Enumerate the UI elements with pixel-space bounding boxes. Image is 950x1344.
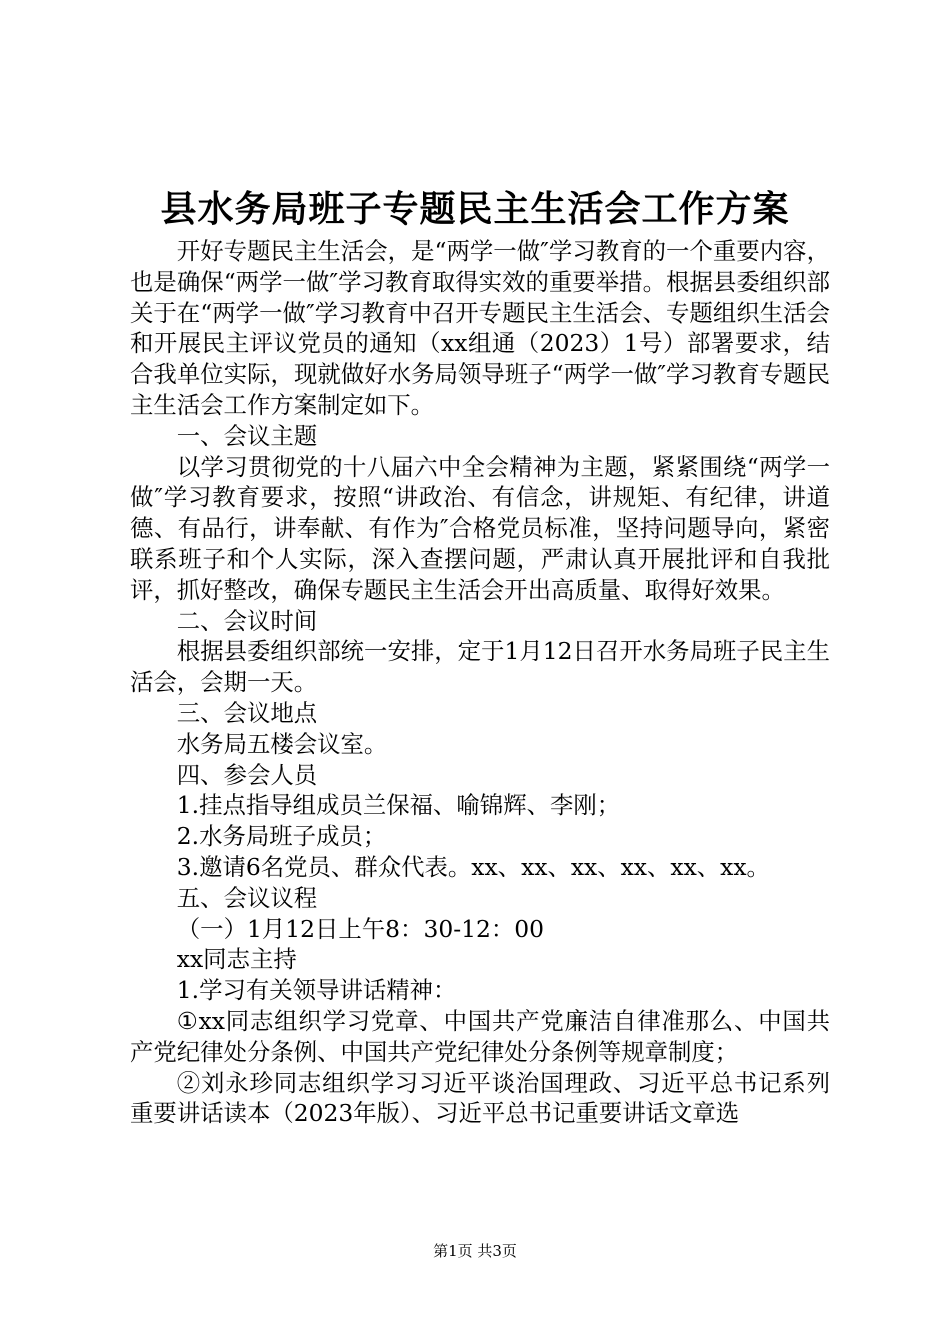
paragraph: 水务局五楼会议室。 xyxy=(176,729,388,758)
paragraph: 根据县委组织部统一安排，定于1月12日召开水务局班子民主生活会，会期一天。 xyxy=(130,637,830,697)
section-heading: 一、会议主题 xyxy=(176,421,318,450)
list-item: 1.学习有关领导讲话精神： xyxy=(176,976,457,1005)
paragraph: xx同志主持 xyxy=(176,945,297,974)
section-heading: 五、会议议程 xyxy=(176,883,318,912)
list-item: ②刘永珍同志组织学习习近平谈治国理政、习近平总书记系列重要讲话读本（2023年版）、习近平总书记重要讲话文章选 xyxy=(130,1068,830,1128)
document-title: 县水务局班子专题民主生活会工作方案 xyxy=(160,188,790,230)
paragraph: 以学习贯彻党的十八届六中全会精神为主题，紧紧围绕“两学一做″学习教育要求，按照“讲政治、有信念，讲规矩、有纪律，讲道德、有品行，讲奉献、有作为″合格党员标准，坚持问题导向，紧密联系班子和个人实际，深入查摆问题，严肃认真开展批评和自我批评，抓好整改，确保专题民主生活会开出高质量、取得好效果。 xyxy=(130,452,830,604)
list-item: 1.挂点指导组成员兰保福、喻锦辉、李刚； xyxy=(176,791,621,820)
section-heading: 四、参会人员 xyxy=(176,760,318,789)
paragraph: 开好专题民主生活会，是“两学一做″学习教育的一个重要内容，也是确保“两学一做″学习教育取得实效的重要举措。根据县委组织部关于在“两学一做″学习教育中召开专题民主生活会、专题组织生活会和开展民主评议党员的通知（xx组通（2023）1号）部署要求，结合我单位实际，现就做好水务局领导班子“两学一做″学习教育专题民主生活会工作方案制定如下。 xyxy=(130,237,830,419)
section-heading: 二、会议时间 xyxy=(176,606,318,635)
list-item: ①xx同志组织学习党章、中国共产党廉洁自律准那么、中国共产党纪律处分条例、中国共产党纪律处分条例等规章制度； xyxy=(130,1006,830,1066)
list-item: 3.邀请6名党员、群众代表。xx、xx、xx、xx、xx、xx。 xyxy=(176,852,770,881)
page-footer: 第1页 共3页 xyxy=(433,1242,517,1260)
section-heading: 三、会议地点 xyxy=(176,698,318,727)
list-item: 2.水务局班子成员； xyxy=(176,822,387,851)
document-body xyxy=(130,236,830,1129)
sub-heading: （一）1月12日上午8：30-12：00 xyxy=(176,914,545,943)
